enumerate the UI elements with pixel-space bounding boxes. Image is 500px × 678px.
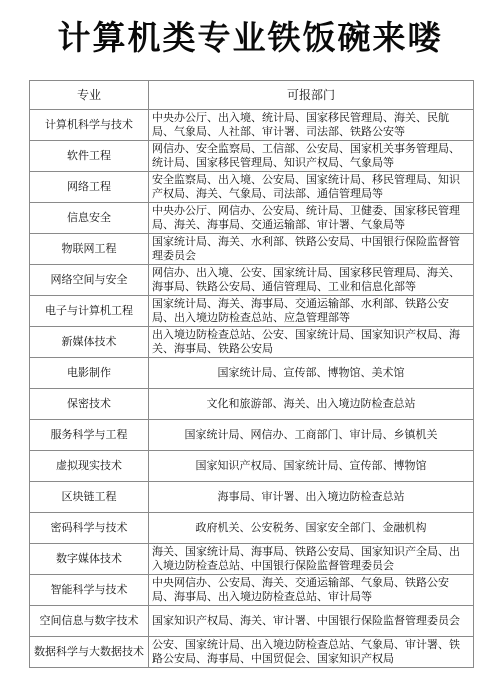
major-cell: 服务科学与工程	[30, 420, 149, 451]
departments-cell: 公安、国家统计局、出入境边防检查总站、气象局、审计署、铁路公安局、海事局、中国贸促会、国家知识产权局	[149, 637, 474, 668]
departments-cell: 中央网信办、公安局、海关、交通运输部、气象局、铁路公安局、海事局、出入境边防检查总站、审计局等	[149, 575, 474, 606]
departments-cell: 海事局、审计署、出入境边防检查总站	[149, 482, 474, 513]
departments-cell: 国家知识产权局、国家统计局、宣传部、博物馆	[149, 451, 474, 482]
departments-cell: 网信办、出入境、公安、国家统计局、国家移民管理局、海关、海事局、铁路公安局、通信管理局、工业和信息化部等	[149, 265, 474, 296]
departments-cell: 国家知识产权局、海关、审计署、中国银行保险监督管理委员会	[149, 606, 474, 637]
departments-cell: 政府机关、公安税务、国家安全部门、金融机构	[149, 513, 474, 544]
table-row	[30, 482, 474, 513]
major-cell: 网络空间与安全	[30, 265, 149, 296]
table-row	[30, 606, 474, 637]
major-cell: 计算机科学与技术	[30, 110, 149, 141]
major-cell: 电影制作	[30, 358, 149, 389]
header-major: 专业	[30, 81, 149, 110]
major-cell: 网络工程	[30, 172, 149, 203]
table-row	[30, 451, 474, 482]
departments-cell: 文化和旅游部、海关、出入境边防检查总站	[149, 389, 474, 420]
major-cell: 区块链工程	[30, 482, 149, 513]
major-cell: 空间信息与数字技术	[30, 606, 149, 637]
major-cell: 新媒体技术	[30, 327, 149, 358]
page-title: 计算机类专业铁饭碗来喽	[57, 18, 443, 57]
departments-cell: 安全监察局、出入境、公安局、国家统计局、移民管理局、知识产权局、海关、气象局、司法部、通信管理局等	[149, 172, 474, 203]
major-cell: 数字媒体技术	[30, 544, 149, 575]
departments-cell: 出入境边防检查总站、公安、国家统计局、国家知识产权局、海关、海事局、铁路公安局	[149, 327, 474, 358]
table-row	[30, 420, 474, 451]
table-row	[30, 110, 474, 141]
major-cell: 密码科学与技术	[30, 513, 149, 544]
table-row	[30, 389, 474, 420]
table-row	[30, 234, 474, 265]
table-row	[30, 513, 474, 544]
major-cell: 物联网工程	[30, 234, 149, 265]
departments-cell: 国家统计局、海关、海事局、交通运输部、水利部、铁路公安局、出入境边防检查总站、应急管理部等	[149, 296, 474, 327]
major-cell: 智能科学与技术	[30, 575, 149, 606]
departments-cell: 中央办公厅、出入境、统计局、国家移民管理局、海关、民航局、气象局、人社部、审计署、司法部、铁路公安等	[149, 110, 474, 141]
table-row	[30, 203, 474, 234]
major-cell: 电子与计算机工程	[30, 296, 149, 327]
departments-cell: 网信办、安全监察局、工信部、公安局、国家机关事务管理局、统计局、国家移民管理局、知识产权局、气象局等	[149, 141, 474, 172]
table-row	[30, 141, 474, 172]
table-row	[30, 637, 474, 668]
table-row	[30, 296, 474, 327]
majors-table	[29, 80, 474, 668]
major-cell: 信息安全	[30, 203, 149, 234]
departments-cell: 国家统计局、网信办、工商部门、审计局、乡镇机关	[149, 420, 474, 451]
departments-cell: 海关、国家统计局、海事局、铁路公安局、国家知识产全局、出入境边防检查总站、中国银行保险监督管理委员会	[149, 544, 474, 575]
departments-cell: 国家统计局、海关、水利部、铁路公安局、中国银行保险监督管理委员会	[149, 234, 474, 265]
major-cell: 软件工程	[30, 141, 149, 172]
departments-cell: 国家统计局、宣传部、博物馆、美术馆	[149, 358, 474, 389]
major-cell: 保密技术	[30, 389, 149, 420]
table-row	[30, 575, 474, 606]
departments-cell: 中央办公厅、网信办、公安局、统计局、卫健委、国家移民管理局、海关、海事局、交通运输部、审计署、气象局等	[149, 203, 474, 234]
major-cell: 虚拟现实技术	[30, 451, 149, 482]
table-row	[30, 172, 474, 203]
header-departments: 可报部门	[149, 81, 474, 110]
table-header-row	[30, 81, 474, 110]
table-row	[30, 265, 474, 296]
table-row	[30, 327, 474, 358]
major-cell: 数据科学与大数据技术	[30, 637, 149, 668]
table-row	[30, 544, 474, 575]
table-row	[30, 358, 474, 389]
